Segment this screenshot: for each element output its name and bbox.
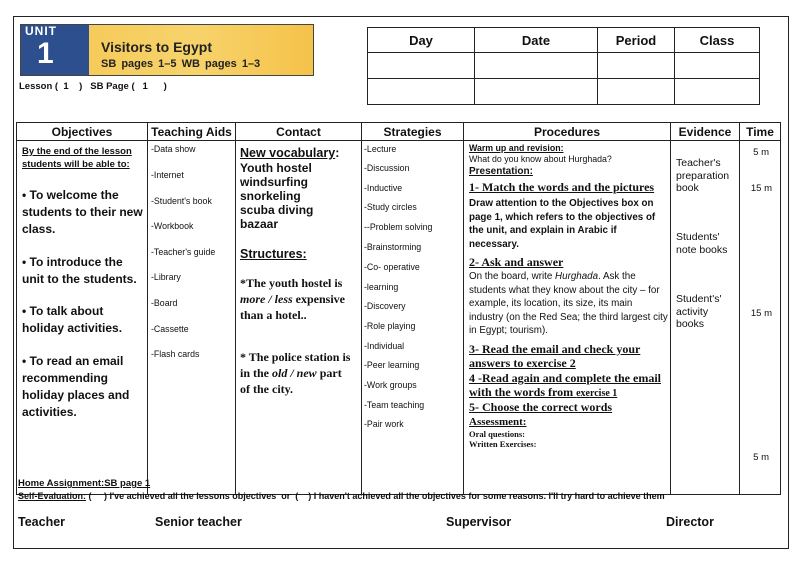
objectives-cell	[17, 141, 151, 495]
structure-text: part of the city.	[240, 366, 342, 396]
structures-heading: Structures:	[240, 247, 307, 261]
unit-word: UNIT	[25, 24, 57, 38]
time-cell	[740, 141, 781, 495]
step-3: 3- Read the email and check your answers to exercise 2	[469, 342, 641, 370]
aid-item: -Teacher's guide	[151, 247, 216, 257]
col-contact: Contact	[236, 123, 362, 141]
time-item: 15 m	[750, 183, 772, 194]
col-objectives: Objectives	[17, 123, 148, 141]
step-2-text	[469, 270, 668, 338]
objectives-intro: By the end of the lesson students will be able to:	[22, 146, 132, 170]
step-2-text-a: On the board, write	[469, 271, 556, 282]
written-exercises: Written Exercises:	[469, 439, 537, 449]
period-cell	[598, 53, 675, 79]
vocab-heading-line	[240, 146, 339, 160]
class-cell	[675, 53, 760, 79]
class-cell	[675, 79, 760, 105]
day-cell	[368, 79, 475, 105]
aid-item: -Library	[151, 272, 181, 282]
strategy-item: -learning	[364, 282, 399, 292]
unit-title: Visitors to Egypt	[101, 39, 212, 55]
warmup-heading: Warm up and revision:	[469, 143, 564, 153]
teacher-signature: Teacher	[18, 515, 66, 529]
vocab-item: bazaar	[240, 217, 279, 231]
strategy-item: -Peer learning	[364, 360, 420, 370]
vocab-item: windsurfing	[240, 175, 308, 189]
col-evidence: Evidence	[671, 123, 740, 141]
time-item: 15 m	[750, 308, 772, 319]
vocab-item: snorkeling	[240, 189, 301, 203]
vocab-colon: :	[335, 146, 340, 160]
strategy-item: -Work groups	[364, 380, 417, 390]
schedule-grid	[367, 27, 760, 105]
unit-box	[21, 25, 89, 75]
aid-item: -Workbook	[151, 221, 194, 231]
date-cell	[475, 53, 598, 79]
senior-teacher-signature: Senior teacher	[155, 515, 242, 529]
lesson-plan-table	[16, 122, 781, 495]
vocab-item: scuba diving	[240, 203, 314, 217]
self-eval-text: ( ) I've achieved all the lessons objectives or ( ) I haven't achieved all the objectives for some reasons. I'll try hard to achieve them	[86, 491, 665, 501]
step-1: 1- Match the words and the pictures	[469, 180, 655, 194]
director-signature: Director	[666, 515, 714, 529]
strategy-item: -Inductive	[364, 183, 403, 193]
date-header: Date	[475, 28, 598, 53]
col-strategies: Strategies	[362, 123, 464, 141]
evidence-cell	[671, 141, 740, 495]
aid-item: -Data show	[151, 144, 196, 154]
contact-cell	[236, 141, 362, 495]
vocab-list	[240, 161, 313, 231]
date-cell	[475, 79, 598, 105]
procedures-cell	[464, 141, 671, 495]
strategies-cell	[362, 141, 464, 495]
strategy-item: -Lecture	[364, 144, 397, 154]
strategy-item: -Individual	[364, 341, 405, 351]
day-cell	[368, 53, 475, 79]
presentation-heading: Presentation:	[469, 166, 533, 177]
objective-item: • To welcome the students to their new class.	[22, 188, 143, 236]
strategy-item: -Team teaching	[364, 400, 425, 410]
structure-text: *The youth hostel is	[240, 276, 343, 290]
lesson-line: Lesson ( 1 ) SB Page ( 1 )	[19, 81, 167, 92]
step-4	[469, 371, 668, 401]
col-teaching-aids: Teaching Aids	[148, 123, 236, 141]
strategy-item: -Co- operative	[364, 262, 420, 272]
assessment-heading: Assessment:	[469, 416, 527, 428]
step-5: 5- Choose the correct words	[469, 400, 613, 414]
strategy-item: --Problem solving	[364, 222, 433, 232]
structure-text: expensive than a hotel..	[240, 292, 346, 322]
strategy-item: -Study circles	[364, 202, 417, 212]
strategy-item: -Discussion	[364, 163, 410, 173]
evidence-item: Teacher's preparation book	[676, 157, 730, 194]
objective-item: • To talk about holiday activities.	[22, 304, 123, 335]
unit-banner	[20, 24, 314, 76]
step-2-text-c: . Ask the students what they know about the city – for example, its location, its size, its main industry (on the Red Sea; the third largest city in Egypt; tourism).	[469, 271, 668, 336]
step-4-text: 4 -Read again and complete the email with the words from	[469, 371, 661, 399]
vocab-item: Youth hostel	[240, 161, 312, 175]
day-header: Day	[368, 28, 475, 53]
aid-item: -Cassette	[151, 324, 189, 334]
structure-choice: old / new	[272, 366, 317, 380]
vocab-heading: New vocabulary	[240, 146, 336, 160]
unit-number: 1	[37, 37, 54, 70]
structure-example	[240, 275, 352, 323]
strategy-item: -Discovery	[364, 301, 406, 311]
col-procedures: Procedures	[464, 123, 671, 141]
evidence-item: Students' note books	[676, 231, 728, 256]
step-4-exercise: exercise 1	[576, 388, 618, 399]
class-header: Class	[675, 28, 760, 53]
unit-pages: SB pages 1–5 WB pages 1–3	[101, 58, 261, 70]
step-2-city: Hurghada	[555, 271, 599, 282]
warmup-question: What do you know about Hurghada?	[469, 154, 612, 164]
teaching-aids-cell	[148, 141, 236, 495]
structure-example	[240, 349, 352, 397]
col-time: Time	[740, 123, 781, 141]
strategy-item: -Pair work	[364, 419, 404, 429]
step-1-text: Draw attention to the Objectives box on page 1, which refers to the objectives of the unit, and explain in Arabic if necessary.	[469, 198, 656, 250]
evidence-item: Student's' activity books	[676, 293, 722, 330]
strategy-item: -Brainstorming	[364, 242, 422, 252]
time-item: 5 m	[753, 147, 769, 158]
self-evaluation	[18, 491, 665, 501]
step-2: 2- Ask and answer	[469, 255, 564, 269]
home-assignment: Home Assignment:SB page 1	[18, 478, 151, 489]
structure-text: * The police station is in the	[240, 350, 351, 380]
objective-item: • To read an email recommending holiday places and activities.	[22, 354, 130, 419]
objective-item: • To introduce the unit to the students.	[22, 255, 137, 286]
supervisor-signature: Supervisor	[446, 515, 512, 529]
aid-item: -Internet	[151, 170, 184, 180]
aid-item: -Student's book	[151, 196, 212, 206]
strategy-item: -Role playing	[364, 321, 416, 331]
structure-choice: more / less	[240, 292, 293, 306]
time-item: 5 m	[753, 452, 769, 463]
aid-item: -Board	[151, 298, 178, 308]
aid-item: -Flash cards	[151, 349, 200, 359]
period-cell	[598, 79, 675, 105]
period-header: Period	[598, 28, 675, 53]
oral-questions: Oral questions:	[469, 429, 525, 439]
self-eval-label: Self-Evaluation:	[18, 491, 87, 501]
